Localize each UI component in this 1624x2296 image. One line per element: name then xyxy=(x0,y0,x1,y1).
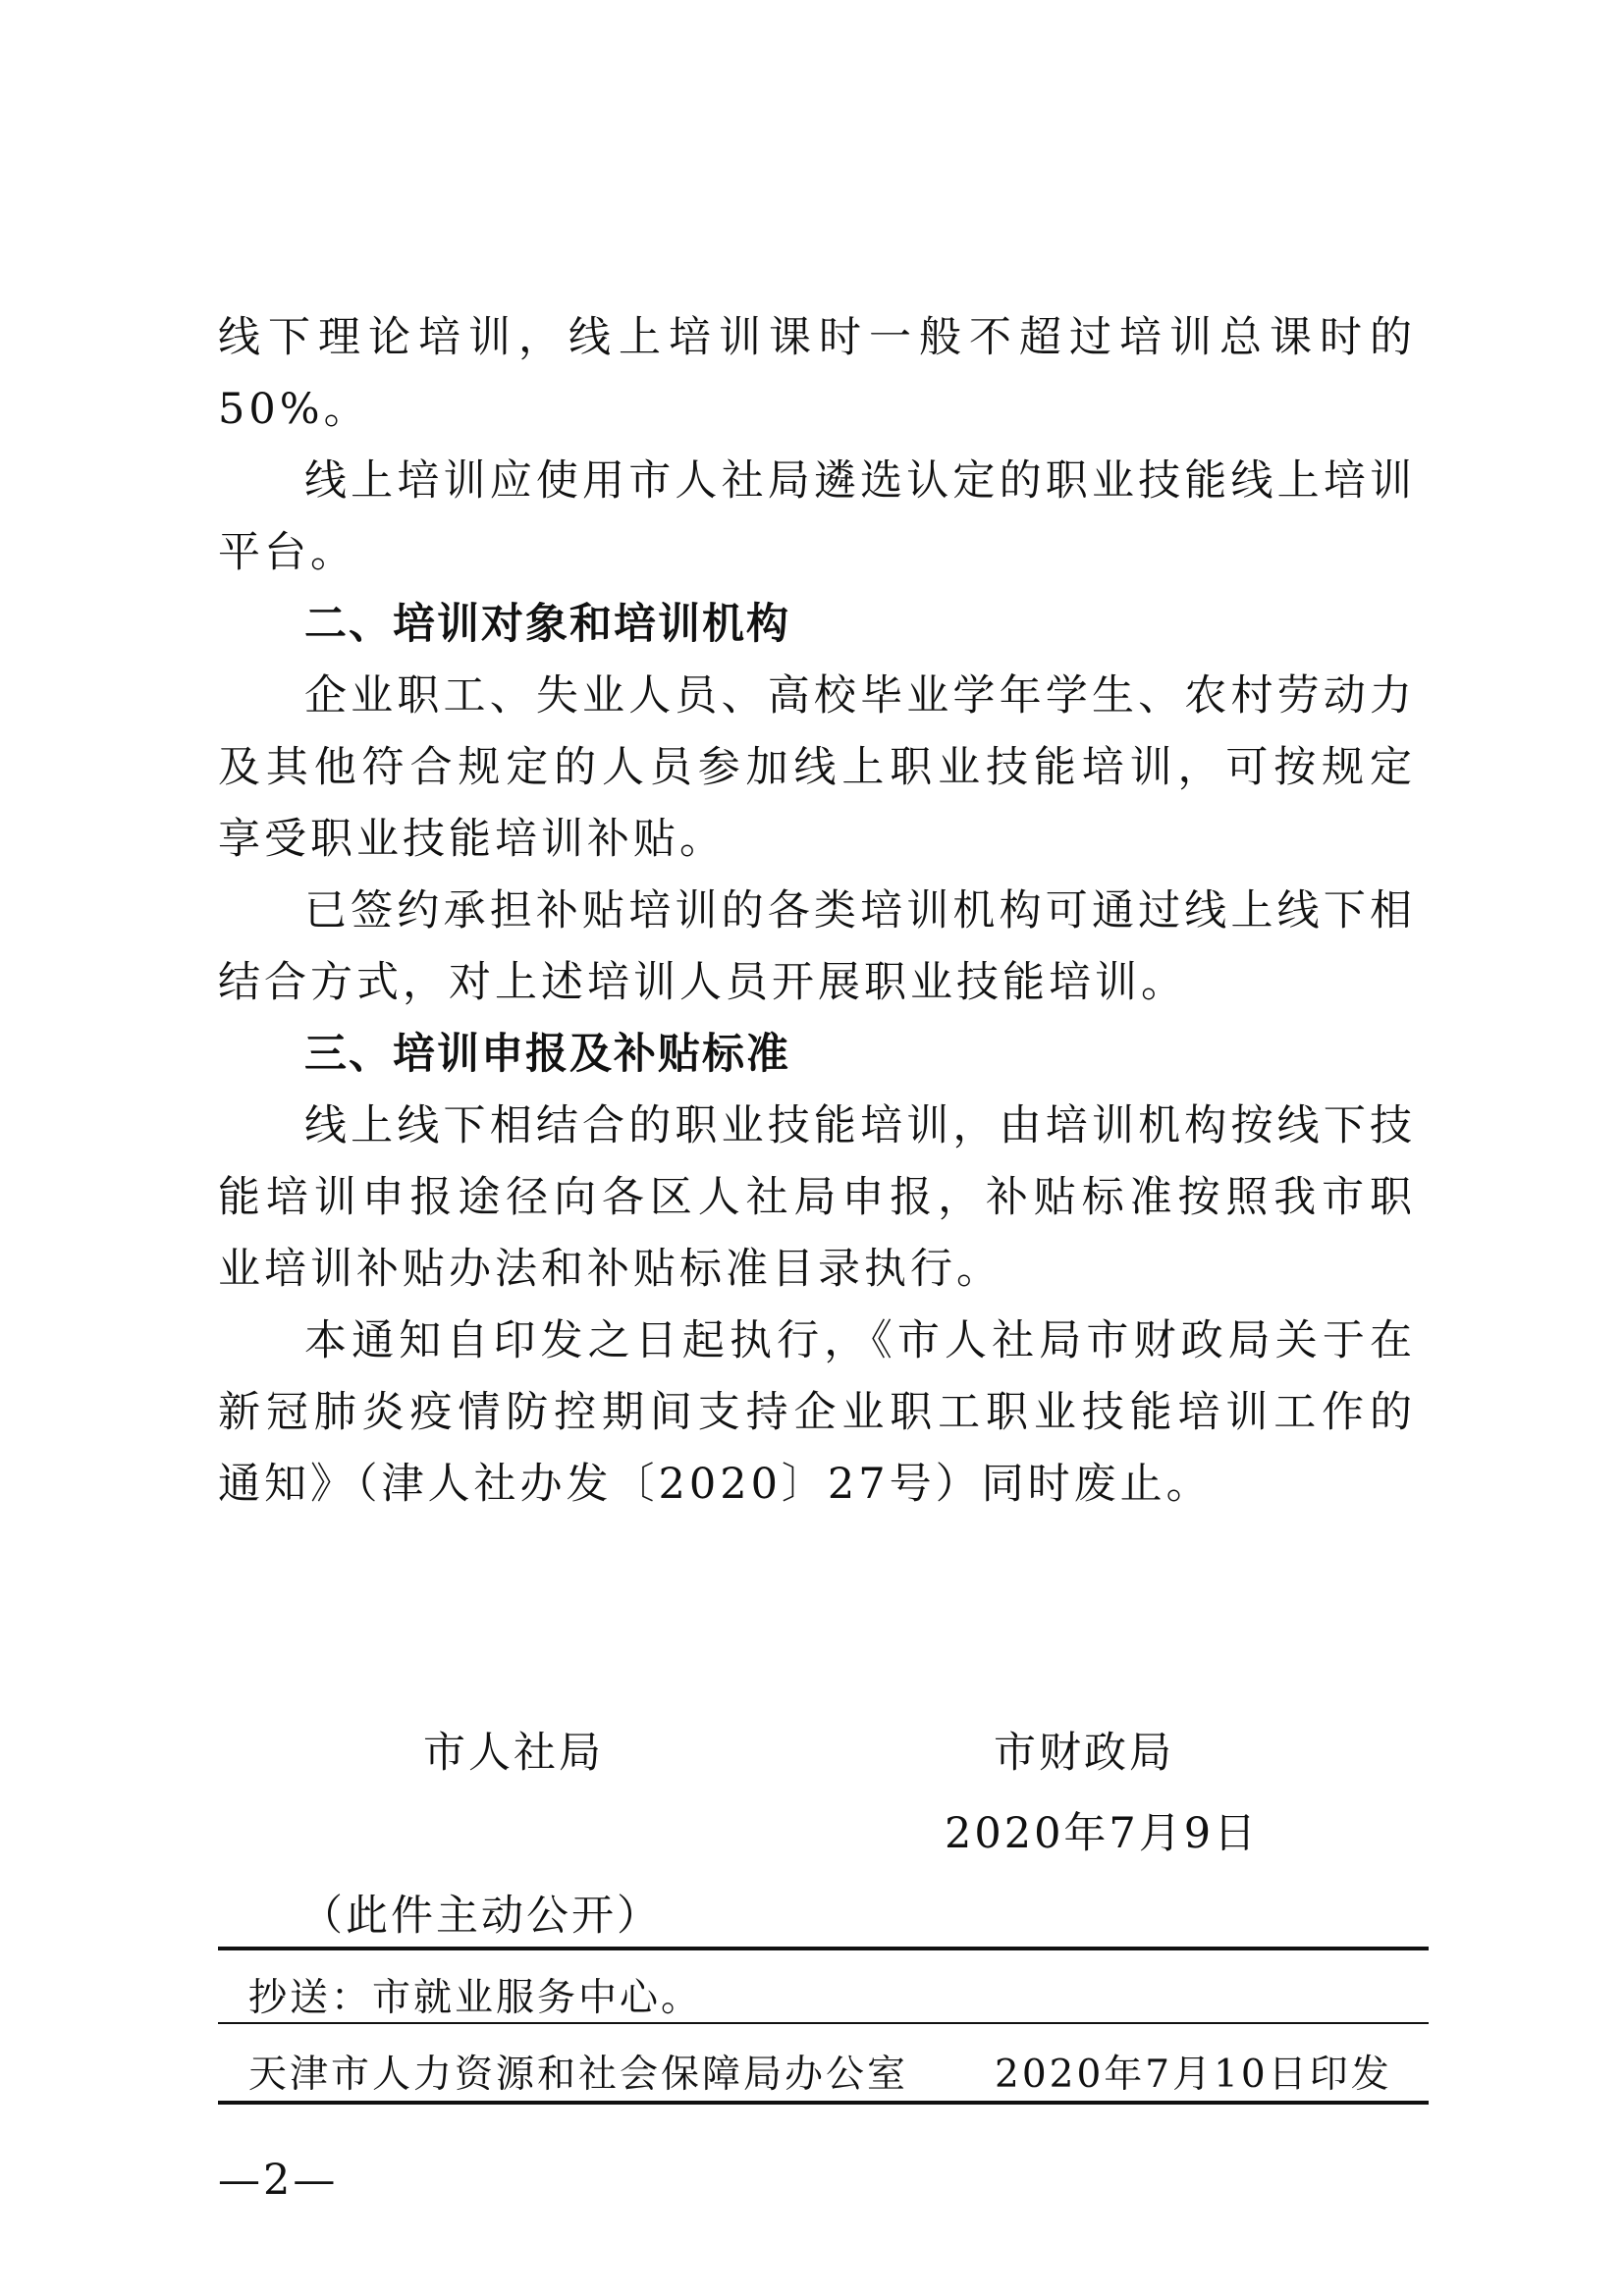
paragraph-subsidy: 线上线下相结合的职业技能培训，由培训机构按线下技能培训申报途径向各区人社局申报，补贴标准按照我市职业培训补贴办法和补贴标准目录执行。 xyxy=(218,1101,1416,1294)
cc-line: 抄送：市就业服务中心。 xyxy=(248,1976,703,2020)
issuer-finance-bureau: 市财政局 xyxy=(994,1729,1174,1778)
footer-bottom-rule xyxy=(218,2101,1429,2105)
paragraph-effective-date: 本通知自印发之日起执行，《市人社局市财政局关于在新冠肺炎疫情防控期间支持企业职工职业技能培训工作的通知》（津人社办发〔2020〕27号）同时废止。 xyxy=(218,1316,1416,1509)
signature-date: 2020年7月9日 xyxy=(945,1809,1260,1858)
page-number: —2— xyxy=(218,2156,339,2205)
paragraph-online-platform: 线上培训应使用市人社局遴选认定的职业技能线上培训平台。 xyxy=(218,456,1416,577)
issuing-office: 天津市人力资源和社会保障局办公室 xyxy=(248,2053,909,2097)
paragraph-institutions: 已签约承担补贴培训的各类培训机构可通过线上线下相结合方式，对上述培训人员开展职业技能培训。 xyxy=(218,886,1416,1007)
issuer-hr-bureau: 市人社局 xyxy=(423,1729,604,1778)
document-body xyxy=(218,302,1416,1521)
footer-top-rule xyxy=(218,1947,1429,1950)
print-date: 2020年7月10日印发 xyxy=(995,2053,1392,2097)
disclosure-note: （此件主动公开） xyxy=(300,1892,662,1941)
footer-middle-rule xyxy=(218,2022,1429,2024)
section-heading-3: 三、培训申报及补贴标准 xyxy=(304,1030,790,1079)
section-heading-2: 二、培训对象和培训机构 xyxy=(304,600,790,649)
paragraph-trainees: 企业职工、失业人员、高校毕业学年学生、农村劳动力及其他符合规定的人员参加线上职业技能培训，可按规定享受职业技能培训补贴。 xyxy=(218,671,1416,864)
paragraph-continuation: 线下理论培训，线上培训课时一般不超过培训总课时的50%。 xyxy=(218,313,1416,434)
